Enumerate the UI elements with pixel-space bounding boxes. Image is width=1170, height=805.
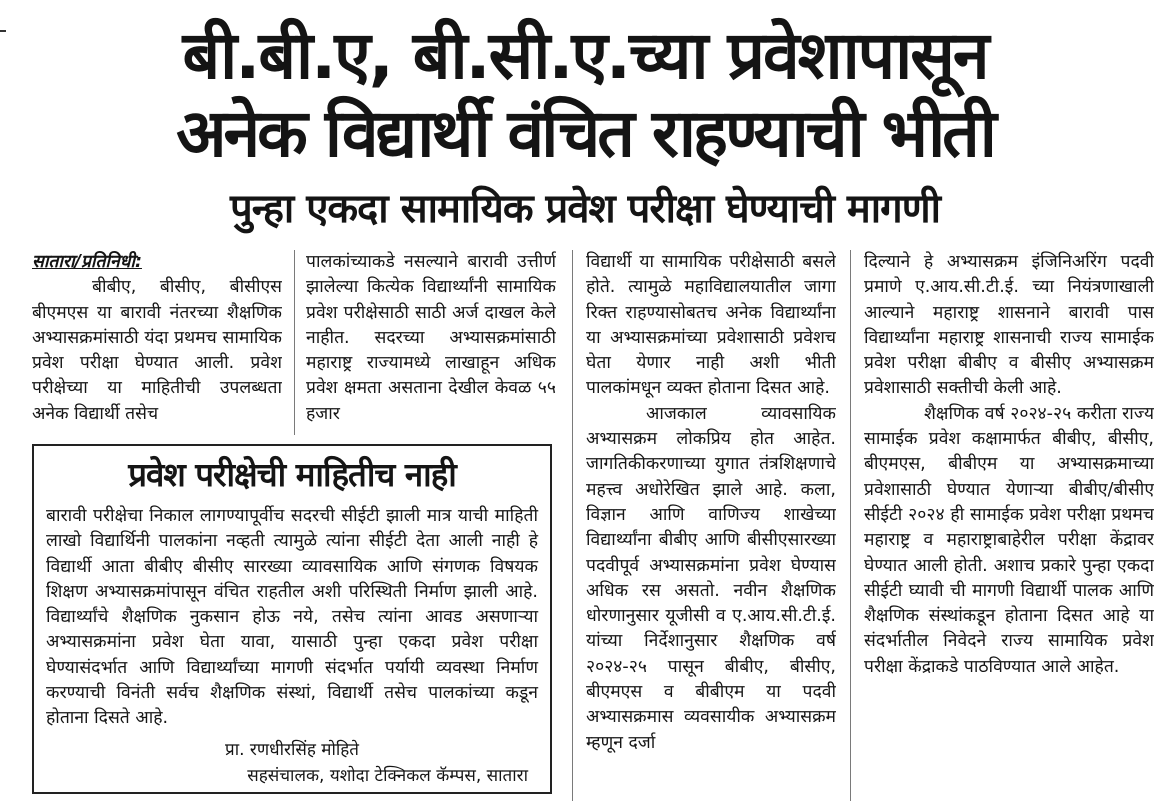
box-body: बारावी परीक्षेचा निकाल लागण्यापूर्वीच सदरची सीईटी झाली मात्र याची माहिती लाखो विद्यार्थिनी पालकांना नव्हती त्यामुळे त्यांना सीईटी देता आली नाही हे विद्यार्थी आता बीबीए बीसीए सारख्या व्यावसायिक आणि संगणक विषयक शिक्षण अभ्यासक्रमांपासून वंचित राहतील अशी परिस्थिती निर्माण झाली आहे. विद्यार्थ्यांचे शैक्षणिक नुकसान होऊ नये, तसेच त्यांना आवड असणाऱ्या अभ्यासक्रमांना प्रवेश घेता यावा, यासाठी पुन्हा एकदा प्रवेश परीक्षा घेण्यासंदर्भात आणि विद्यार्थ्यांच्या मागणी संदर्भात पर्यायी व्यवस्था निर्माण करण्याची विनंती सर्वच शैक्षणिक संस्थां, विद्यार्थी तसेच पालकांच्या कडून होताना दिसते आहे.: [46, 506, 538, 729]
article-column-2: [306, 250, 556, 435]
column-divider: [294, 250, 295, 435]
article-column-3: [586, 250, 836, 801]
article-paragraph: विद्यार्थी या सामायिक परीक्षेसाठी बसले होते. त्यामुळे महाविद्यालयातील जागा रिक्त राहण्यासोबतच अनेक विद्यार्थ्यांना या अभ्यासक्रमांच्या प्रवेशासाठी प्रवेशच घेता येणार नाही अशी भीती पालकांमधून व्यक्त होताना दिसत आहे.: [586, 252, 836, 399]
article-paragraph: दिल्याने हे अभ्यासक्रम इंजिनिअरिंग पदवी प्रमाणे ए.आय.सी.टी.ई. च्या नियंत्रणाखाली आल्याने महाराष्ट्र शासनाने बारावी पास विद्यार्थ्यांना महाराष्ट्र शासनाची राज्य सामाईक प्रवेश परीक्षा बीबीए व बीसीए अभ्यासक्रम प्रवेशासाठी सक्तीची केली आहे.: [864, 252, 1154, 399]
article-paragraph: आजकाल व्यावसायिक अभ्यासक्रम लोकप्रिय होत आहेत. जागतिकीकरणाच्या युगात तंत्रशिक्षणाचे महत्त्व अधोरेखित झाले आहे. कला, विज्ञान आणि वाणिज्य शाखेच्या विद्यार्थ्यांना बीबीए आणि बीसीएसारख्या पदवीपूर्व अभ्यासक्रमांना प्रवेश घेण्यास अधिक रस असतो. नवीन शैक्षणिक धोरणानुसार यूजीसी व ए.आय.सी.टी.ई. यांच्या निर्देशानुसार शैक्षणिक वर्ष २०२४-२५ पासून बीबीए, बीसीए, बीएमएस व बीबीएम या पदवी अभ्यासक्रमास व्यवसायीक अभ्यासक्रम म्हणून दर्जा: [586, 403, 836, 753]
column-divider: [850, 250, 851, 801]
headline-line-1: बी.बी.ए, बी.सी.ए.च्या प्रवेशापासून: [182, 17, 988, 94]
column-divider: [572, 250, 573, 801]
article-column-1: [32, 250, 282, 435]
signature-title: सहसंचालक, यशोदा टेक्निकल कॅम्पस, सातारा: [247, 765, 528, 786]
article-paragraph: पालकांच्याकडे नसल्याने बारावी उत्तीर्ण झालेल्या कित्येक विद्यार्थ्यांनी सामायिक प्रवेश परीक्षेसाठी साठी अर्ज दाखल केले नाहीत. सदरच्या अभ्यासक्रमांसाठी महाराष्ट्र राज्यामध्ये लाखाहून अधिक प्रवेश क्षमता असताना देखील केवळ ५५ हजार: [306, 252, 556, 424]
dateline: सातारा/प्रतिनिधी:: [32, 252, 142, 272]
article-paragraph: शैक्षणिक वर्ष २०२४-२५ करीता राज्य सामाईक प्रवेश कक्षामार्फत बीबीए, बीसीए, बीएमएस, बीबीएम या अभ्यासक्रमाच्या प्रवेशासाठी घेण्यात येणाऱ्या बीबीए/बीसीए सीईटी २०२४ ही सामाईक प्रवेश परीक्षा प्रथमच महाराष्ट्र व महाराष्ट्राबाहेरील परीक्षा केंद्रावर घेण्यात आली होती. अशाच प्रकारे पुन्हा एकदा सीईटी घ्यावी ची मागणी विद्यार्थी पालक आणि शैक्षणिक संस्थांकडून होताना दिसत आहे या संदर्भातील निवेदने राज्य सामायिक प्रवेश परीक्षा केंद्राकडे पाठविण्यात आले आहेत.: [864, 403, 1154, 677]
article-column-4: [864, 250, 1154, 801]
subheadline: पुन्हा एकदा सामायिक प्रवेश परीक्षा घेण्याची मागणी: [230, 186, 940, 232]
signature-name: प्रा. रणधीरसिंह मोहिते: [225, 739, 359, 760]
sidebar-box: [32, 444, 552, 794]
box-title: प्रवेश परीक्षेची माहितीच नाही: [128, 455, 456, 494]
headline-line-2: अनेक विद्यार्थी वंचित राहण्याची भीती: [176, 95, 994, 172]
article-paragraph: बीबीए, बीसीए, बीसीएस बीएमएस या बारावी नंतरच्या शैक्षणिक अभ्यासक्रमांसाठी यंदा प्रथमच सामायिक प्रवेश परीक्षा घेण्यात आली. प्रवेश परीक्षेच्या या माहितीची उपलब्धता अनेक विद्यार्थी तसेच: [32, 277, 282, 424]
